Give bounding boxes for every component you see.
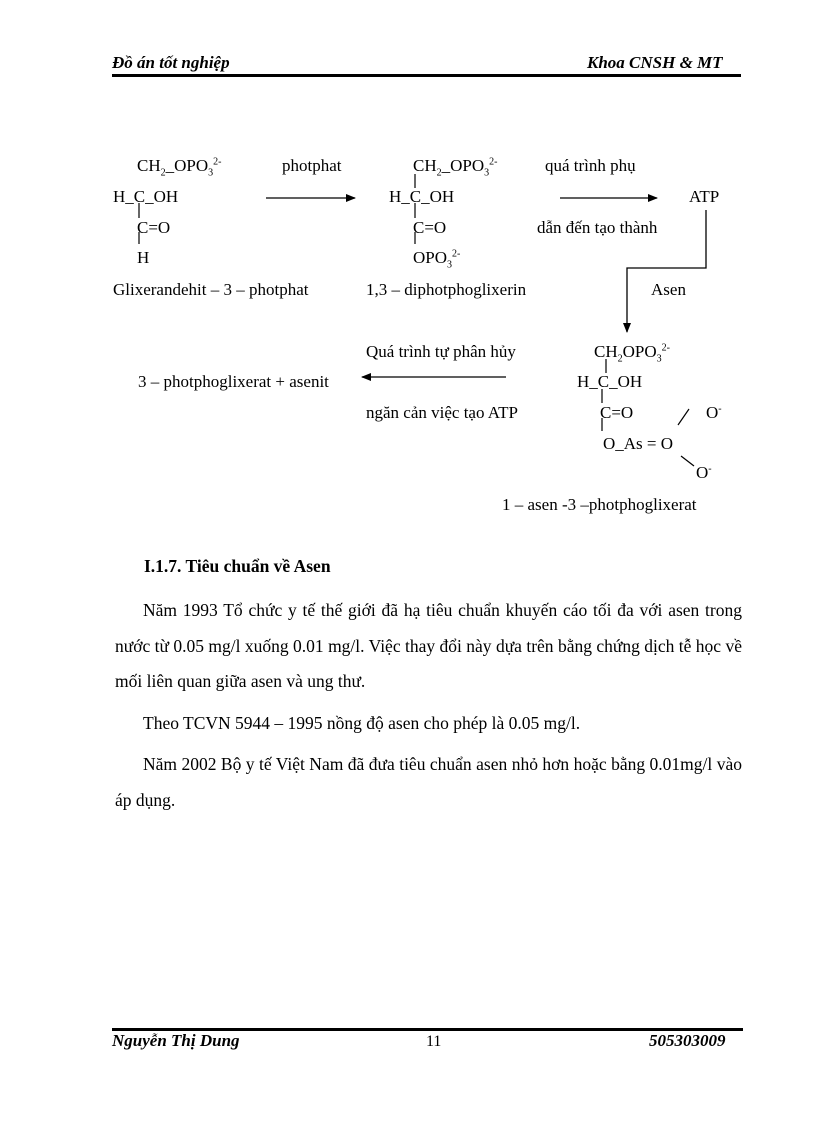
m3-bond-o2 bbox=[681, 456, 694, 466]
m1-line2: H_C_OH bbox=[113, 187, 179, 206]
m3-name: 1 – asen -3 –photphoglixerat bbox=[502, 495, 697, 514]
paragraph-2: Theo TCVN 5944 – 1995 nồng độ asen cho phép là 0.05 mg/l. bbox=[143, 712, 581, 733]
m3-line2: H_C_OH bbox=[577, 372, 643, 391]
m1-line1: $CH_2\_OPO_3^{2-}$ bbox=[137, 156, 222, 179]
m2-line2: H_C_OH bbox=[389, 187, 455, 206]
page-number: 11 bbox=[426, 1033, 442, 1050]
m3-o-minus-2: O- bbox=[696, 463, 712, 482]
m3-line4: O_As = O bbox=[603, 434, 674, 453]
arrow3-bottom-label: ngăn cản việc tạo ATP bbox=[366, 403, 519, 422]
arrow1-label: photphat bbox=[282, 156, 342, 175]
m3-line3: C=O bbox=[600, 403, 634, 422]
footer-author: Nguyễn Thị Dung bbox=[112, 1031, 240, 1050]
m1-line4: H bbox=[137, 248, 150, 267]
m1-line3: C=O bbox=[137, 218, 171, 237]
footer-student-id: 505303009 bbox=[649, 1031, 726, 1050]
arrow3-top-label: Quá trình tự phân hủy bbox=[366, 342, 516, 361]
m2-line3: C=O bbox=[413, 218, 447, 237]
asen-label: Asen bbox=[651, 280, 686, 299]
section-heading: I.1.7. Tiêu chuẩn về Asen bbox=[144, 556, 331, 576]
m2-line1: $CH_2\_OPO_3^{2-}$ bbox=[413, 156, 498, 179]
paragraph-3: Năm 2002 Bộ y tế Việt Nam đã đưa tiêu chuẩn asen nhỏ hơn hoặc bằng 0.01mg/l vào áp dụng. bbox=[115, 754, 742, 810]
paragraph-1: Năm 1993 Tổ chức y tế thế giới đã hạ tiêu chuẩn khuyến cáo tối đa với asen trong nước từ 0.05 mg/l xuống 0.01 mg/l. Việc thay đổi này dựa trên bằng chứng dịch tễ học về mối liên quan giữa asen và ung thư. bbox=[115, 600, 742, 691]
arrow2-bottom-label: dẫn đến tạo thành bbox=[537, 218, 658, 237]
m1-name: Glixerandehit – 3 – photphat bbox=[113, 280, 309, 299]
header-right-title: Khoa CNSH & MT bbox=[587, 53, 723, 72]
arrow2-top-label: quá trình phụ bbox=[545, 156, 636, 175]
header-left-title: Đồ án tốt nghiệp bbox=[112, 53, 230, 72]
atp-label: ATP bbox=[689, 187, 720, 206]
m3-bond-o1 bbox=[678, 409, 689, 425]
m2-line4: $OPO_3^{2-}$ bbox=[413, 248, 461, 271]
m2-name: 1,3 – diphotphoglixerin bbox=[366, 280, 527, 299]
m3-line1: $CH_2OPO_3^{2-}$ bbox=[594, 342, 670, 365]
product-label: 3 – photphoglixerat + asenit bbox=[138, 372, 329, 391]
section-body bbox=[115, 593, 742, 818]
asen-connector-arrow bbox=[627, 210, 706, 332]
m3-o-minus-1: O- bbox=[706, 403, 722, 422]
